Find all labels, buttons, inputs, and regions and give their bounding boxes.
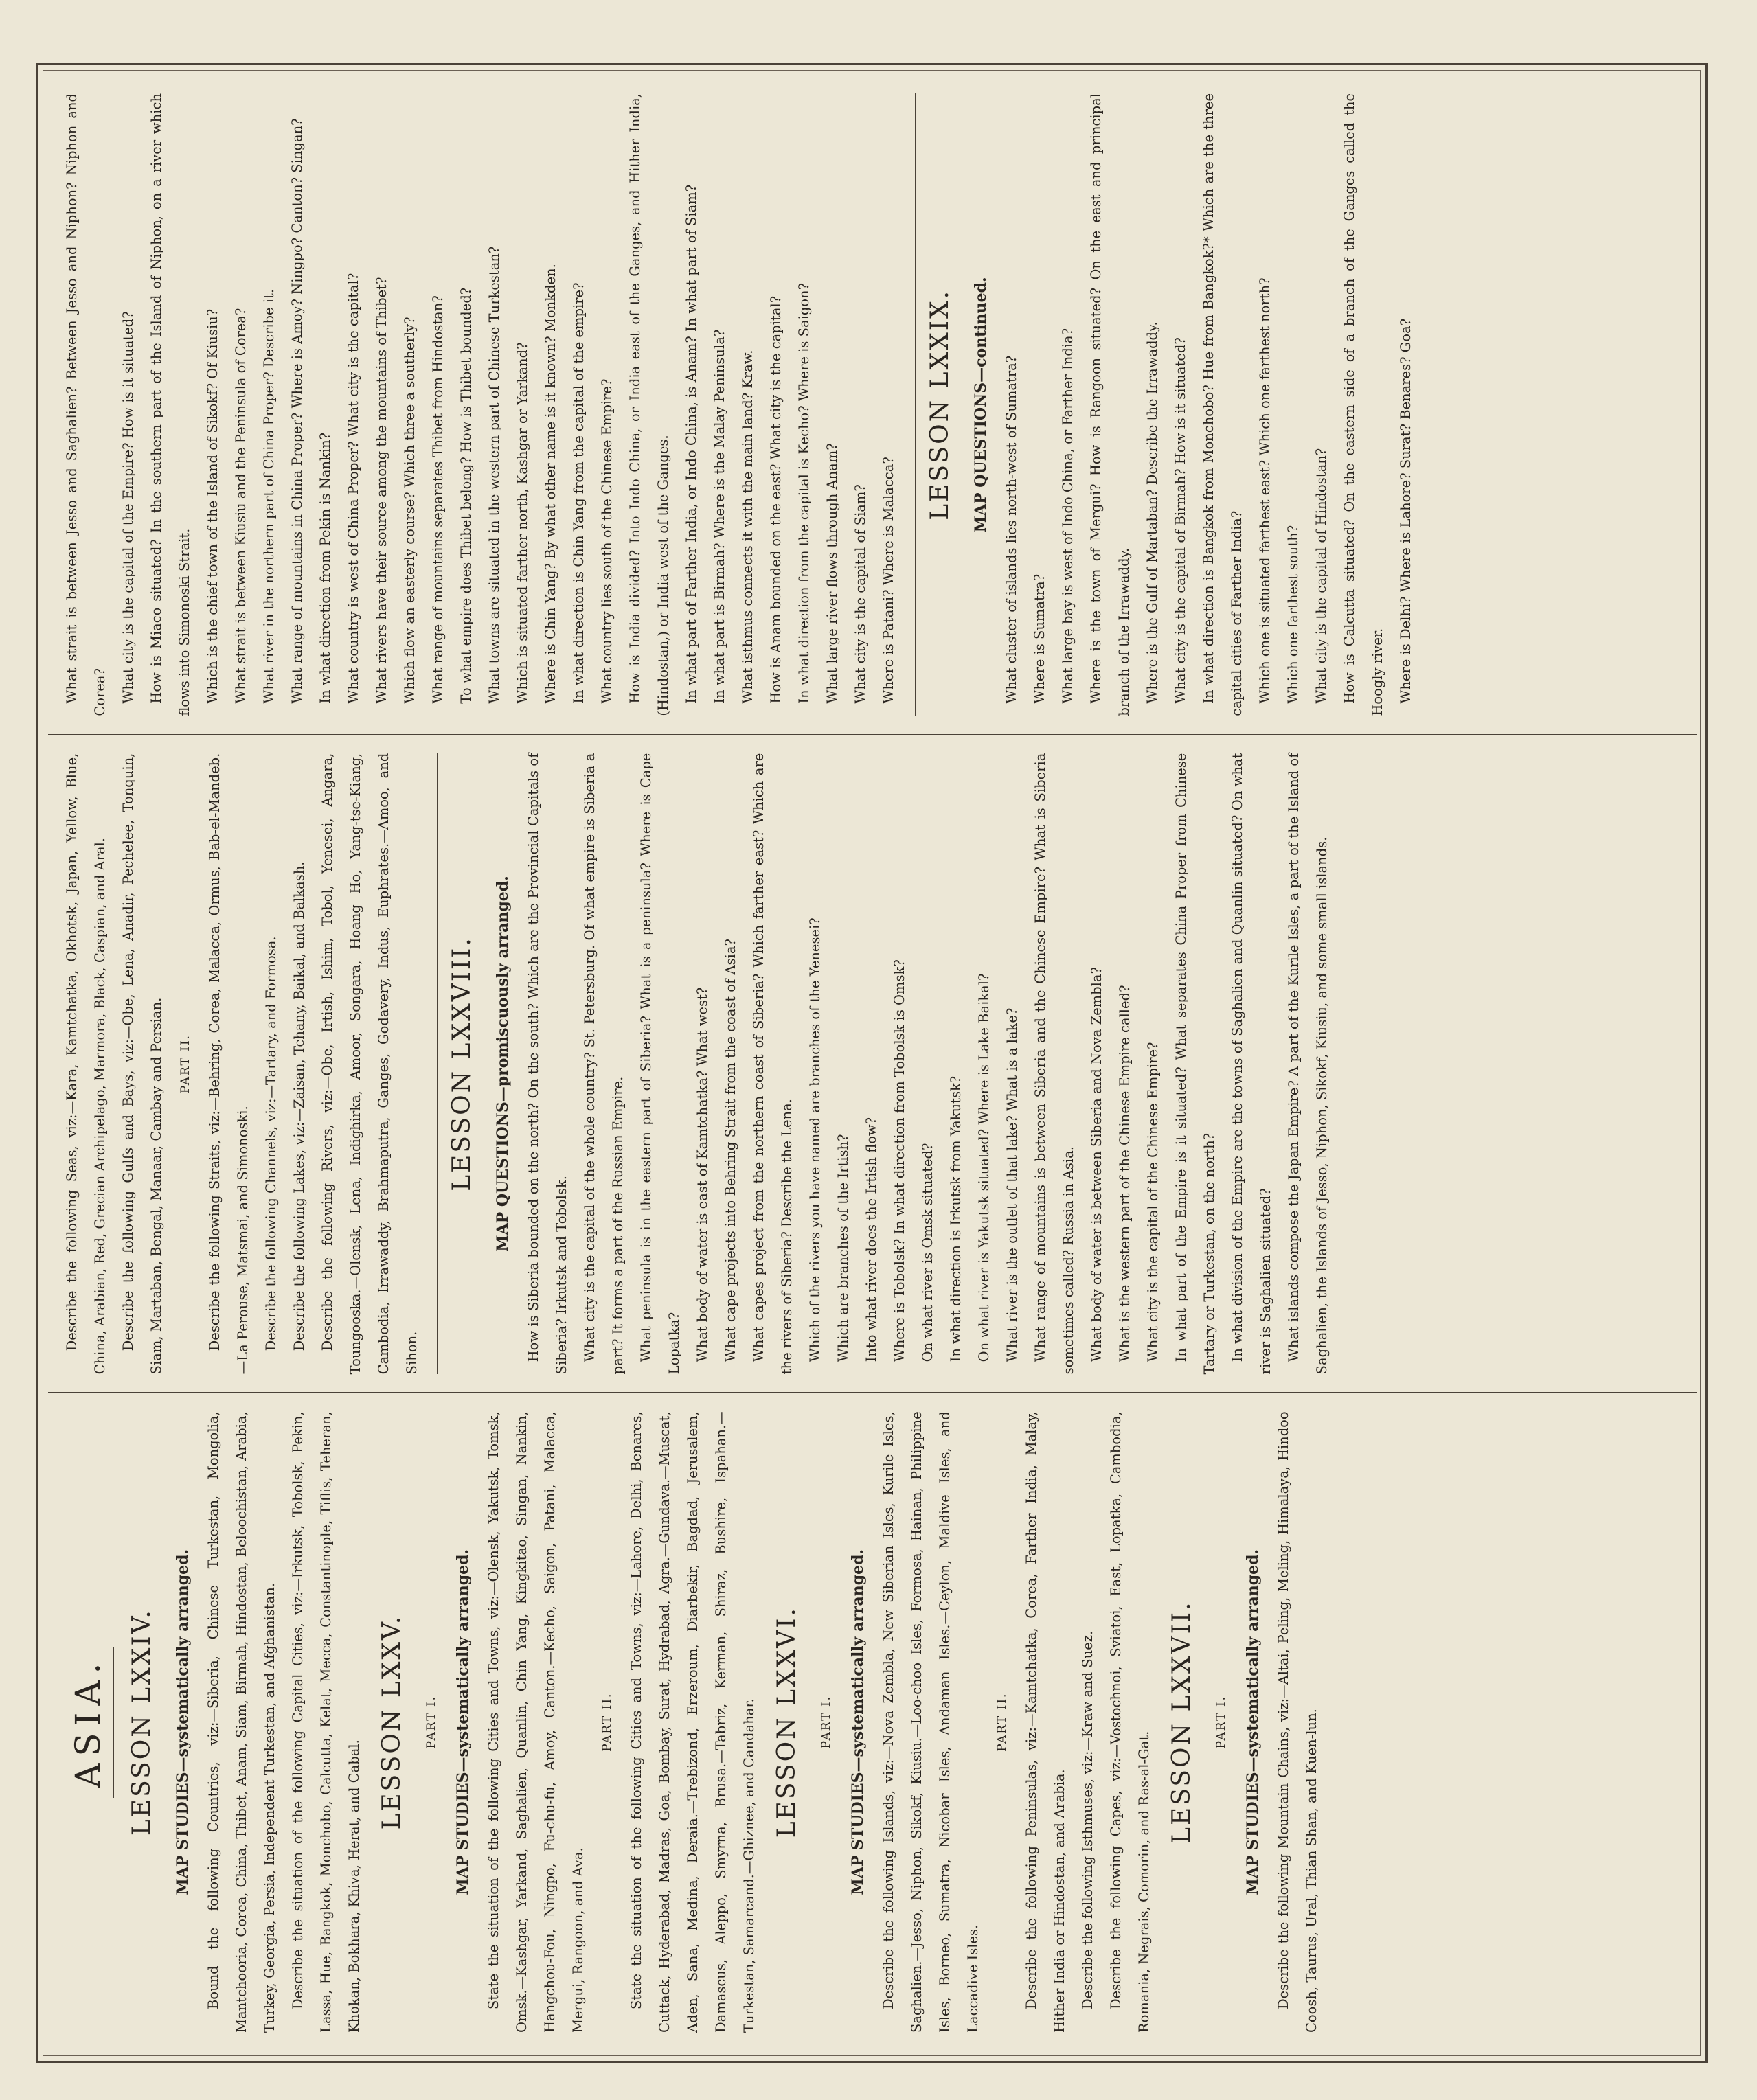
lesson-79-question: What large bay is west of Indo China, or Farther India? [1060,328,1076,704]
lesson-78-question: In what part of the Empire is it situated? What separates China Proper from Chinese Tartary or Turkestan, on the north? [1173,753,1217,1375]
page-title: ASIA. [68,1656,108,1788]
lesson-78-question: What body of water is between Siberia and Nova Zembla? [1089,967,1104,1362]
lesson-78-question: What islands compose the Japan Empire? A part of the Kurile Isles, a part of the Island of Saghalien, the Islands of Jesso, Niphon, Sikokf, Kiusiu, and some small islands. [1286,753,1330,1375]
lesson-78-question: How is India divided? Into Indo China, or India east of the Ganges, and Hither India, (Hindostan,) or India west of the Ganges. [627,93,671,716]
lesson-79-question: What cluster of islands lies north-west of Sumatra? [1004,355,1019,704]
lesson-78-question: In what part is Birmah? Where is the Malay Peninsula? [712,329,727,704]
lesson-78-question: In what part of Farther India, or Indo China, is Anam? In what part of Siam? [683,184,699,704]
title-rule [113,1647,114,1798]
lesson-79-question: What city is the capital of Hindostan? [1313,448,1329,704]
lesson-75-part-2: PART II. [600,1692,614,1752]
lesson-79-question: Where is Delhi? Where is Lahore? Surat? Benares? Goa? [1398,318,1414,704]
lesson-74-subheading: MAP STUDIES—systematically arranged. [174,1549,192,1895]
lesson-78-question: What river is the outlet of that lake? What is a lake? [1004,1007,1020,1362]
lesson-77-rivers: Describe the following Rivers, viz:—Obe, Irtish, Ishim, Tobol, Yenesei, Angara, Toungooska.—Olensk, Lena, Indighirka, Amoor, Songara, Hoang Ho, Yang-tse-Kiang, Cambodia, Irrawaddy, Brahmaputra, Ganges, Godavery, Indus, Euphrates.—Amoo, and Sihon. [319,753,420,1375]
lesson-78-question: In what direction is Irkutsk from Yakutsk? [948,1075,964,1362]
lesson-75-part-1: PART I. [424,1695,438,1749]
lesson-78-question: What cape projects into Behring Strait from the coast of Asia? [723,939,738,1362]
lesson-78-question: What strait is between Kiusiu and the Peninsula of Corea? [233,308,249,704]
lesson-74-heading: LESSON LXXIV. [128,1608,156,1836]
lesson-78-question: In what division of the Empire are the towns of Saghalien and Quanlin situated? On what river is Saghalien situated? [1229,753,1273,1375]
lesson-79-question: Where is the Gulf of Martaban? Describe the Irrawaddy. [1144,321,1160,704]
lesson-78-question: What towns are situated in the western part of Chinese Turkestan? [486,246,502,704]
lesson-78-question: In what direction from Pekin is Nankin? [317,432,333,704]
lesson-77-heading: LESSON LXXVII. [1168,1600,1196,1844]
lesson-78-question: How is Anam bounded on the east? What city is the capital? [768,295,784,704]
lesson-78-question: How is Miaco situated? In the southern part of the Island of Niphon, on a river which flows into Simonoski Strait. [148,93,192,716]
lesson-78-question: What capes project from the northern coast of Siberia? Which farther east? Which are the rivers of Siberia? Describe the Lena. [751,753,795,1375]
lesson-78-question: On what river is Yakutsk situated? Where is Lake Baikal? [976,973,992,1362]
lesson-78-question: What rivers have their source among the mountains of Thibet? [374,277,389,704]
lesson-78-question: In what direction from the capital is Kecho? Where is Saigon? [796,282,812,704]
lesson-79-subheading: MAP QUESTIONS—continued. [972,277,990,533]
lesson-77-gulfs: Describe the following Gulfs and Bays, viz:—Obe, Lena, Anadir, Pechelee, Tonquin, Siam, Martaban, Bengal, Manaar, Cambay and Persian. [120,753,164,1375]
lesson-78-question: What range of mountains in China Proper? Where is Amoy? Ningpo? Canton? Singan? [289,118,305,704]
lesson-76-subheading: MAP STUDIES—systematically arranged. [849,1549,867,1895]
lesson-78-question: What city is the capital of Siam? [852,484,868,704]
lesson-76-peninsulas: Describe the following Peninsulas, viz:—Kamtchatka, Corea, Farther India, Malay, Hither India or Hindostan, and Arabia. [1023,1411,1067,2033]
lesson-78-heading: LESSON LXXVIII. [448,936,476,1191]
lesson-75-subheading: MAP STUDIES—systematically arranged. [454,1549,472,1895]
column-2 [48,735,1697,1393]
lesson-78-question: Which are branches of the Irtish? [835,1134,851,1362]
column-1 [48,1393,1697,2051]
lesson-78-question: In what direction is Chin Yang from the capital of the empire? [571,282,587,704]
lesson-78-question: Into what river does the Irtish flow? [863,1117,879,1362]
lesson-78-subheading: MAP QUESTIONS—promiscuously arranged. [494,876,512,1252]
lesson-78-question: What body of water is east of Kamtchatka? What west? [694,987,710,1362]
lesson-75-cities-1: State the situation of the following Cities and Towns, viz:—Olensk, Yakutsk, Tomsk, Omsk.—Kashgar, Yarkand, Saghalien, Quanlin, Chin Yang, Kingkitao, Singan, Nankin, Hangchou-Fou, Ningpo, Fu-chu-fu, Amoy, Canton.—Kecho, Saigon, Patani, Malacca, Mergui, Rangoon, and Ava. [486,1411,586,2033]
lesson-78-question: Where is Patani? Where is Malacca? [881,457,896,704]
lesson-78-question: What peninsula is in the eastern part of Siberia? What is a peninsula? Where is Cape Lopatka? [638,753,682,1375]
lesson-77-subheading: MAP STUDIES—systematically arranged. [1244,1549,1262,1895]
lesson-77-part-2: PART II. [179,1034,192,1094]
lesson-78-question: How is Siberia bounded on the north? On the south? Which are the Provincial Capitals of Siberia? Irkutsk and Tobolsk. [525,753,569,1375]
lesson-78-question: What city is the capital of the Empire? How is it situated? [120,311,136,704]
lesson-78-question: Which is the chief town of the Island of Sikokf? Of Kiusiu? [205,308,220,704]
lesson-74-capitals: Describe the situation of the following Capital Cities, viz:—Irkutsk, Tobolsk, Pekin, Lassa, Hue, Bangkok, Monchobo, Calcutta, Kelat, Mecca, Constantinople, Tiflis, Teheran, Khokan, Bokhara, Khiva, Herat, and Cabal. [290,1411,362,2033]
lesson-78-question: Which flow an easterly course? Which three a southerly? [402,317,418,704]
lesson-79-question: Where is the town of Mergui? How is Rangoon situated? On the east and principal branch of the Irrawaddy. [1088,93,1132,716]
lesson-78-question: What large river flows through Anam? [824,443,840,704]
lesson-76-part-1: PART I. [819,1695,833,1749]
lesson-78-question: What river in the northern part of China Proper? Describe it. [261,288,277,704]
lesson-79-question: Which one is situated farthest east? Which one farthest north? [1257,277,1273,704]
lesson-78-question: Which is situated farther north, Kashgar or Yarkand? [514,342,530,704]
lesson-76-islands: Describe the following Islands, viz:—Nova Zembla, New Siberian Isles, Kurile Isles, Saghalien.—Jesso, Niphon, Sikokf, Kiusiu.—Loo-choo Isles, Formosa, Hainan, Philippine Isles, Borneo, Sumatra, Nicobar Isles, Andaman Isles.—Ceylon, Maldive Isles, and Laccadive Isles. [881,1411,981,2033]
rotated-page [48,76,1697,2051]
lesson-77-seas: Describe the following Seas, viz:—Kara, Kamtchatka, Okhotsk, Japan, Yellow, Blue, China, Arabian, Red, Grecian Archipelago, Marmora, Black, Caspian, and Aral. [64,753,108,1375]
lesson-78-question: What city is the capital of the Chinese Empire? [1145,1042,1161,1362]
lesson-78-question: What strait is between Jesso and Saghalien? Between Jesso and Niphon? Niphon and Corea? [64,93,108,716]
lesson-78-question: What isthmus connects it with the main land? Kraw. [740,350,756,704]
lesson-77-channels: Describe the following Channels, viz:—Tartary, and Formosa. [263,936,279,1351]
lesson-76-part-2: PART II. [995,1692,1009,1752]
lesson-75-heading: LESSON LXXV. [378,1614,406,1830]
lesson-79-heading: LESSON LXXIX. [926,288,954,521]
lesson-76-capes: Describe the following Capes, viz:—Vostochnoi, Sviatoi, East, Lopatka, Cambodia, Romania, Negrais, Comorin, and Ras-al-Gat. [1108,1411,1152,2033]
lesson-79-question: What city is the capital of Birmah? How is it situated? [1172,337,1188,704]
lesson-74-countries: Bound the following Countries, viz:—Siberia, Chinese Turkestan, Mongolia, Mantchooria, Corea, China, Thibet, Anam, Siam, Birmah, Hindostan, Beloochistan, Arabia, Turkey, Georgia, Persia, Independent Turkestan, and Afghanistan. [205,1411,277,2033]
lesson-78-question: What country lies south of the Chinese Empire? [599,378,615,704]
column-3 [48,76,1697,734]
lesson-78-question: What range of mountains is between Siberia and the Chinese Empire? What is Siberia sometimes called? Russia in Asia. [1032,753,1076,1375]
lesson-77-straits: Describe the following Straits, viz:—Behring, Corea, Malacca, Ormus, Bab-el-Mandeb.—La Perouse, Matsmai, and Simonoski. [207,753,251,1375]
lesson-79-question: In what direction is Bangkok from Monchobo? Hue from Bangkok?* Which are the three capital cities of Farther India? [1201,93,1245,716]
lesson-77-mountains: Describe the following Mountain Chains, viz:—Altai, Peling, Meling, Himalaya, Hindoo Coosh, Taurus, Ural, Thian Shan, and Kuen-lun. [1276,1411,1319,2033]
lesson-79-question: How is Calcutta situated? On the eastern side of a branch of the Ganges called the Hoogly river. [1341,93,1385,716]
lesson-78-question: What country is west of China Proper? What city is the capital? [345,273,361,704]
lesson-78-question: To what empire does Thibet belong? How is Thibet bounded? [458,287,474,704]
lesson-78-question: What range of mountains separates Thibet from Hindostan? [430,295,446,704]
lesson-78-question: What is the western part of the Chinese Empire called? [1117,985,1133,1362]
lesson-77-lakes: Describe the following Lakes, viz:—Zaisan, Tchany, Baikal, and Balkash. [291,861,307,1351]
lesson-79-question: Which one farthest south? [1285,525,1301,704]
lesson-79-question: Where is Sumatra? [1032,573,1047,704]
lesson-78-question: Where is Chin Yang? By what other name is it known? Monkden. [543,264,558,704]
lesson-78-question: On what river is Omsk situated? [920,1143,936,1362]
lesson-78-question: Where is Tobolsk? In what direction from Tobolsk is Omsk? [892,959,907,1362]
lesson-77-part-1: PART I. [1214,1695,1228,1749]
lesson-76-isthmuses: Describe the following Isthmuses, viz:—Kraw and Suez. [1080,1630,1096,2009]
lesson-78-question: What city is the capital of the whole country? St. Petersburg. Of what empire is Siberia a part? It forms a part of the Russian Empire. [582,753,626,1375]
lesson-78-question: Which of the rivers you have named are branches of the Yenesei? [807,917,823,1362]
lesson-75-cities-2: State the situation of the following Cities and Towns, viz:—Lahore, Delhi, Benares, Cuttack, Hyderabad, Madras, Goa, Bombay, Surat, Hydrabad, Agra.—Gundava.—Muscat, Aden, Sana, Medina, Deraia.—Trebizond, Erzeroum, Diarbekir, Bagdad, Jerusalem, Damascus, Aleppo, Smyrna, Brusa.—Tabriz, Kerman, Shiraz, Bushire, Ispahan.—Turkestan, Samarcand.—Ghiznee, and Candahar. [628,1411,757,2033]
lesson-76-heading: LESSON LXXVI. [773,1606,801,1838]
